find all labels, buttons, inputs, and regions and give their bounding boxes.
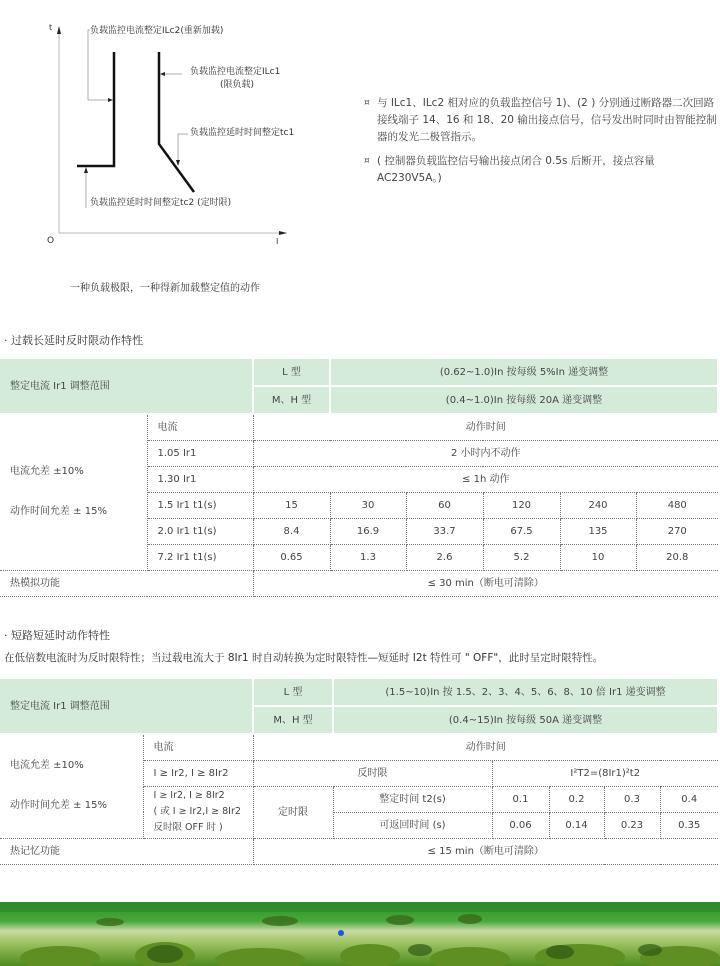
table-row [0, 734, 718, 760]
time-value: 120 [483, 492, 560, 518]
time-value: 8.4 [253, 518, 330, 544]
inverse-condition: I ≥ Ir2, I ≥ 8Ir2 [143, 760, 253, 786]
note-item [364, 95, 718, 146]
table-row [0, 570, 718, 596]
ilc2-curve [77, 52, 114, 166]
return-time-value: 0.35 [660, 812, 718, 838]
banner-graphics [0, 902, 720, 966]
setting-time-label: 整定时间 t2(s) [333, 786, 492, 812]
definite-condition-line: ( 或 I ≥ Ir2,I ≥ 8Ir2 [153, 806, 241, 817]
time-value: 480 [636, 492, 718, 518]
time-value: 33.7 [406, 518, 483, 544]
ilc1-label: 负载监控电流整定ILc1 [190, 67, 281, 77]
time-value: 240 [560, 492, 636, 518]
load-monitor-diagram [0, 0, 360, 300]
inverse-label: 反时限 [253, 760, 492, 786]
column-action-time: 动作时间 [253, 734, 718, 760]
definite-condition-line: I ≥ Ir2, I ≥ 8Ir2 [153, 790, 225, 801]
memory-label: 热记忆功能 [0, 838, 253, 864]
table-row [0, 358, 718, 386]
time-value: 60 [406, 492, 483, 518]
action-time-cell: ≤ 1h 动作 [253, 466, 718, 492]
time-value: 16.9 [330, 518, 406, 544]
origin-label: O [47, 236, 55, 246]
current-cell: 7.2 Ir1 t1(s) [147, 544, 253, 570]
type-l-label: L 型 [253, 678, 333, 706]
return-time-value: 0.23 [604, 812, 660, 838]
tolerance-cell [0, 414, 147, 570]
time-tolerance: 动作时间允差 ± 15% [10, 506, 107, 518]
current-cell: 1.05 Ir1 [147, 440, 253, 466]
setting-time-value: 0.1 [492, 786, 549, 812]
time-value: 1.3 [330, 544, 406, 570]
inverse-formula: I²T2=(8Ir1)²t2 [492, 760, 718, 786]
thermal-value: ≤ 30 min（断电可清除） [253, 570, 718, 596]
return-time-label: 可返回时间 (s) [333, 812, 492, 838]
current-cell: 1.5 Ir1 t1(s) [147, 492, 253, 518]
note-item [364, 153, 718, 187]
y-axis-arrow-icon [57, 26, 61, 34]
action-time-cell: 2 小时内不动作 [253, 440, 718, 466]
time-value: 2.6 [406, 544, 483, 570]
ilc1-sublabel: (限负载) [220, 80, 255, 90]
memory-value: ≤ 15 min（断电可清除） [253, 838, 718, 864]
y-axis-label: t [49, 23, 53, 32]
x-axis-arrow-icon [279, 231, 287, 235]
table-row [0, 414, 718, 440]
current-tolerance: 电流允差 ±10% [10, 466, 84, 478]
thermal-label: 热模拟功能 [0, 570, 253, 596]
table-row [0, 838, 718, 864]
type-mh-label: M、H 型 [253, 386, 330, 414]
short-circuit-table [0, 677, 719, 865]
setting-range-label: 整定电流 Ir1 调整范围 [0, 358, 253, 414]
setting-range-label: 整定电流 Ir1 调整范围 [0, 678, 253, 734]
time-value: 135 [560, 518, 636, 544]
ilc2-label: 负载监控电流整定ILc2(重新加载) [90, 26, 224, 36]
type-l-range: (1.5~10)In 按 1.5、2、3、4、5、6、8、10 倍 Ir1 递变调整 [333, 678, 718, 706]
column-current: 电流 [147, 414, 253, 440]
current-tolerance: 电流允差 ±10% [10, 760, 84, 772]
grassland-banner-image [0, 902, 720, 966]
section1-title: · 过载长延时反时限动作特性 [4, 334, 143, 347]
time-value: 20.8 [636, 544, 718, 570]
section2-title: · 短路短延时动作特性 [4, 629, 110, 642]
table-row [0, 678, 718, 706]
setting-time-value: 0.2 [549, 786, 604, 812]
bullet-icon: ¤ [364, 98, 370, 108]
tc2-label: 负载监控延时时间整定tc2 (定时限) [90, 198, 232, 208]
definite-condition-line: 反时限 OFF 时 ) [153, 822, 223, 833]
current-cell: 2.0 Ir1 t1(s) [147, 518, 253, 544]
section2-description: 在低倍数电流时为反时限特性；当过载电流大于 8Ir1 时自动转换为定时限特性—短延时 I2t 特性可 " OFF"，此时呈定时限特性。 [4, 652, 604, 664]
return-time-value: 0.14 [549, 812, 604, 838]
type-l-label: L 型 [253, 358, 330, 386]
column-action-time: 动作时间 [253, 414, 718, 440]
note-text: ( 控制器负载监控信号输出接点闭合 0.5s 后断开，接点容量 AC230V5A。) [377, 155, 655, 184]
diagram-graphics [0, 0, 360, 300]
definite-label: 定时限 [253, 786, 333, 838]
setting-time-value: 0.4 [660, 786, 718, 812]
type-l-range: (0.62~1.0)In 按每级 5%In 递变调整 [330, 358, 718, 386]
time-value: 10 [560, 544, 636, 570]
type-mh-range: (0.4~15)In 按每级 50A 递变调整 [333, 706, 718, 734]
type-mh-range: (0.4~1.0)In 按每级 20A 递变调整 [330, 386, 718, 414]
type-mh-label: M、H 型 [253, 706, 333, 734]
notes [364, 95, 718, 194]
time-value: 67.5 [483, 518, 560, 544]
time-value: 270 [636, 518, 718, 544]
bullet-icon: ¤ [364, 156, 370, 166]
column-current: 电流 [143, 734, 253, 760]
return-time-value: 0.06 [492, 812, 549, 838]
time-value: 5.2 [483, 544, 560, 570]
overload-table [0, 357, 719, 597]
time-value: 15 [253, 492, 330, 518]
time-tolerance: 动作时间允差 ± 15% [10, 800, 107, 812]
current-cell: 1.30 Ir1 [147, 466, 253, 492]
x-axis-label: I [276, 237, 279, 246]
setting-time-value: 0.3 [604, 786, 660, 812]
tc1-label: 负载监控延时时间整定tc1 [190, 128, 295, 138]
note-text: 与 ILc1、ILc2 相对应的负载监控信号 1)、(2 ) 分别通过断路器二次回路接线端子 14、16 和 18、20 输出接点信号，信号发出时同时由智能控制器的发光二极管指示。 [377, 97, 717, 143]
diagram-caption: 一种负载极限，一种得新加载整定值的动作 [70, 283, 260, 294]
time-value: 30 [330, 492, 406, 518]
definite-condition [143, 786, 253, 838]
time-value: 0.65 [253, 544, 330, 570]
tolerance-cell [0, 734, 143, 838]
